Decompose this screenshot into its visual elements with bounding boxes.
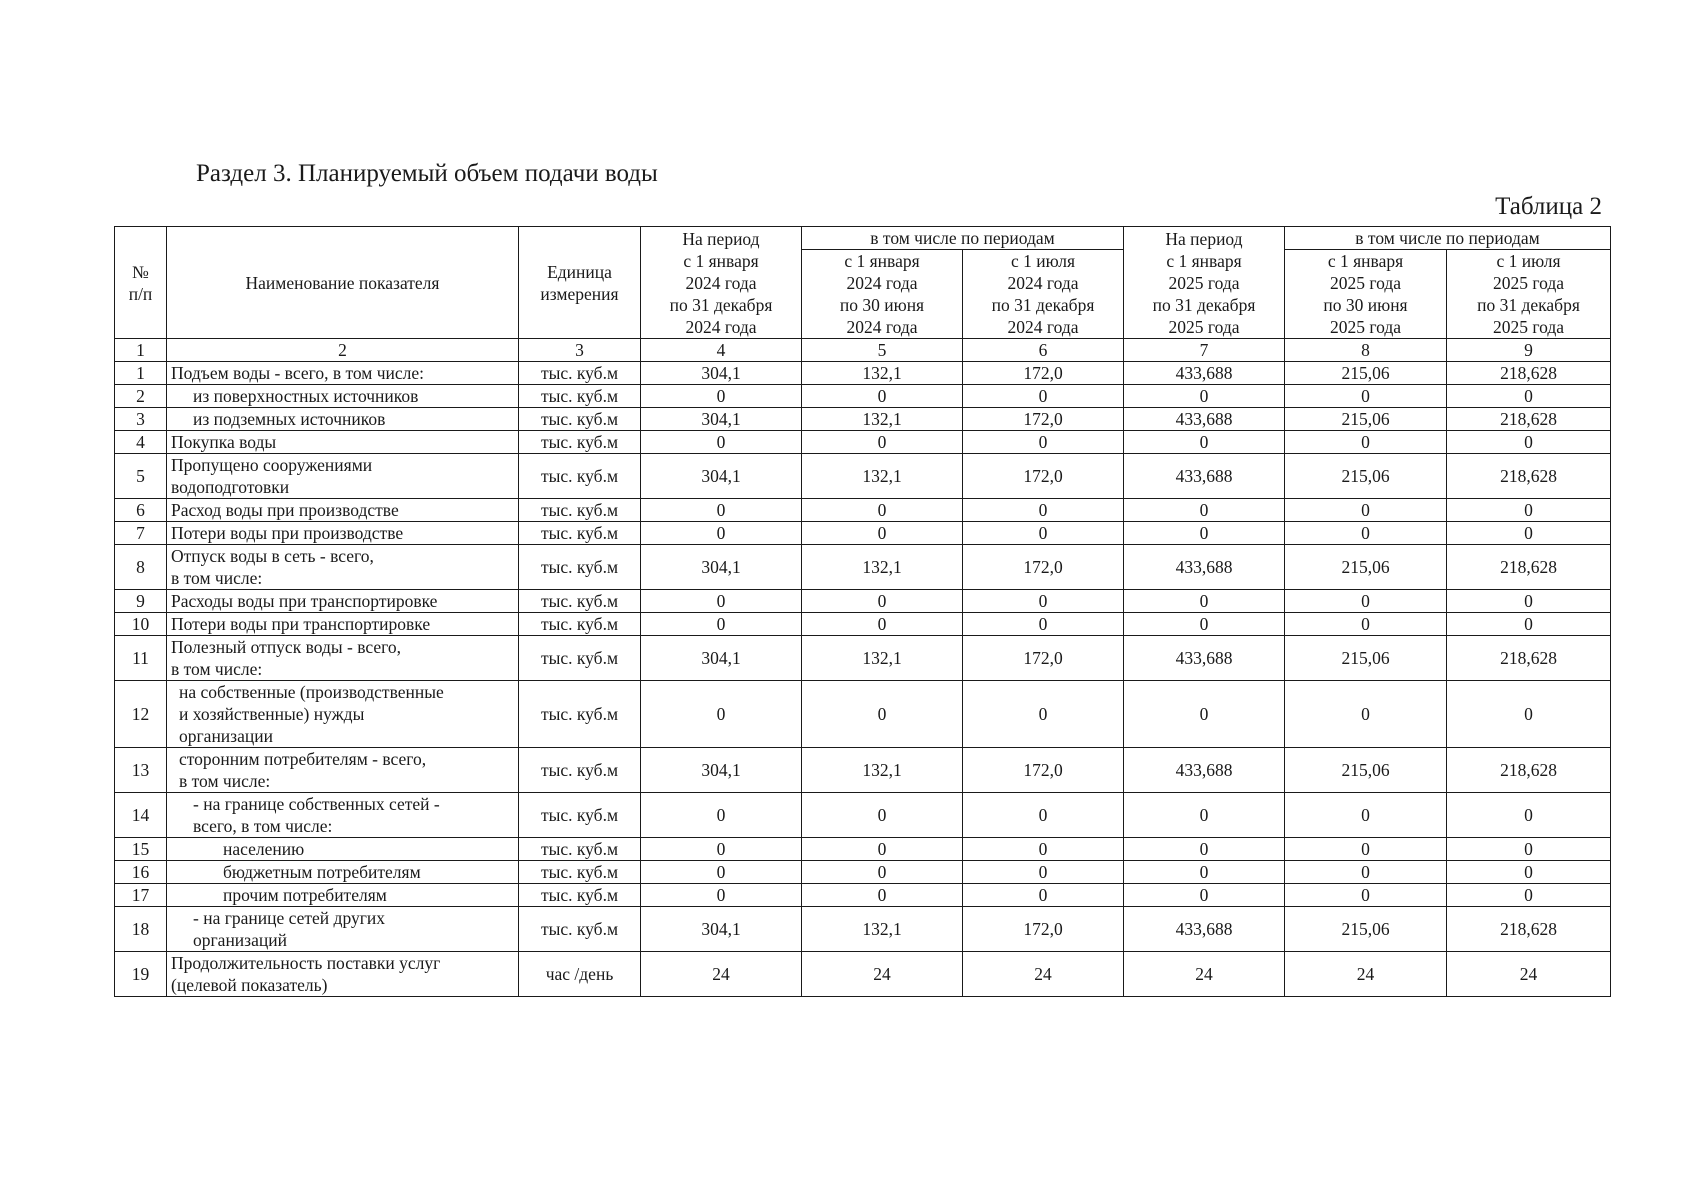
value-cell: 172,0 bbox=[963, 907, 1124, 952]
indicator-name bbox=[167, 748, 519, 793]
unit-cell: тыс. куб.м bbox=[519, 748, 641, 793]
value-cell: 0 bbox=[641, 431, 802, 454]
header-line: 2025 года bbox=[1492, 317, 1565, 337]
value-cell: 433,688 bbox=[1124, 907, 1285, 952]
indicator-name-line: Пропущено сооружениями bbox=[171, 455, 373, 475]
value-cell: 0 bbox=[641, 385, 802, 408]
value-cell: 215,06 bbox=[1285, 907, 1447, 952]
table-row bbox=[115, 793, 1611, 838]
unit-cell: тыс. куб.м bbox=[519, 838, 641, 861]
table-body bbox=[115, 362, 1611, 997]
value-cell: 218,628 bbox=[1447, 362, 1611, 385]
row-number: 15 bbox=[115, 838, 167, 861]
value-cell: 0 bbox=[1124, 613, 1285, 636]
header-line: с 1 января bbox=[844, 251, 920, 271]
unit-cell: тыс. куб.м bbox=[519, 408, 641, 431]
value-cell: 0 bbox=[1285, 522, 1447, 545]
header-h1-2025 bbox=[1285, 250, 1447, 339]
indicator-name-line: - на границе сетей других bbox=[193, 908, 386, 928]
column-number: 8 bbox=[1285, 339, 1447, 362]
header-line: п/п bbox=[128, 283, 153, 304]
row-number: 7 bbox=[115, 522, 167, 545]
value-cell: 0 bbox=[1285, 385, 1447, 408]
row-number: 9 bbox=[115, 590, 167, 613]
value-cell: 218,628 bbox=[1447, 907, 1611, 952]
value-cell: 132,1 bbox=[802, 454, 963, 499]
header-line: с 1 января bbox=[1327, 251, 1404, 271]
indicator-name bbox=[167, 681, 519, 748]
indicator-name bbox=[167, 408, 519, 431]
value-cell: 0 bbox=[802, 499, 963, 522]
indicator-name bbox=[167, 636, 519, 681]
header-name: Наименование показателя bbox=[167, 227, 519, 339]
value-cell: 433,688 bbox=[1124, 636, 1285, 681]
value-cell: 0 bbox=[1285, 613, 1447, 636]
value-cell: 215,06 bbox=[1285, 408, 1447, 431]
column-number: 2 bbox=[167, 339, 519, 362]
column-number: 1 bbox=[115, 339, 167, 362]
value-cell: 0 bbox=[802, 681, 963, 748]
indicator-name-line: в том числе: bbox=[179, 771, 271, 791]
unit-cell: тыс. куб.м bbox=[519, 431, 641, 454]
table-row bbox=[115, 907, 1611, 952]
value-cell: 0 bbox=[1447, 838, 1611, 861]
indicator-name-line: бюджетным потребителям bbox=[223, 862, 421, 882]
indicator-name bbox=[167, 545, 519, 590]
unit-cell: тыс. куб.м bbox=[519, 522, 641, 545]
unit-cell: тыс. куб.м bbox=[519, 861, 641, 884]
value-cell: 0 bbox=[1447, 431, 1611, 454]
header-line: 2025 года bbox=[1329, 317, 1402, 337]
header-line: по 30 июня bbox=[1323, 295, 1408, 315]
indicator-name-line: сторонним потребителям - всего, bbox=[179, 749, 427, 769]
value-cell: 132,1 bbox=[802, 907, 963, 952]
value-cell: 0 bbox=[963, 431, 1124, 454]
value-cell: 172,0 bbox=[963, 545, 1124, 590]
value-cell: 0 bbox=[641, 884, 802, 907]
unit-cell: тыс. куб.м bbox=[519, 636, 641, 681]
indicator-name-line: Расходы воды при транспортировке bbox=[171, 591, 438, 611]
value-cell: 0 bbox=[802, 385, 963, 408]
table-row bbox=[115, 362, 1611, 385]
value-cell: 0 bbox=[1285, 861, 1447, 884]
row-number: 17 bbox=[115, 884, 167, 907]
table-row bbox=[115, 636, 1611, 681]
table-row bbox=[115, 385, 1611, 408]
indicator-name bbox=[167, 385, 519, 408]
unit-cell: тыс. куб.м bbox=[519, 613, 641, 636]
unit-cell: час /день bbox=[519, 952, 641, 997]
value-cell: 0 bbox=[1447, 499, 1611, 522]
value-cell: 0 bbox=[802, 838, 963, 861]
value-cell: 433,688 bbox=[1124, 454, 1285, 499]
value-cell: 0 bbox=[963, 613, 1124, 636]
header-line: с 1 июля bbox=[1496, 251, 1561, 271]
table-row bbox=[115, 748, 1611, 793]
value-cell: 172,0 bbox=[963, 408, 1124, 431]
indicator-name-line: Продолжительность поставки услуг bbox=[171, 953, 441, 973]
column-number: 7 bbox=[1124, 339, 1285, 362]
value-cell: 0 bbox=[1285, 590, 1447, 613]
header-line: 2025 года bbox=[1168, 272, 1240, 293]
value-cell: 0 bbox=[1447, 681, 1611, 748]
header-line: измерения bbox=[540, 283, 619, 304]
row-number: 4 bbox=[115, 431, 167, 454]
table-row bbox=[115, 838, 1611, 861]
water-supply-table bbox=[114, 226, 1611, 997]
row-number: 3 bbox=[115, 408, 167, 431]
header-line: по 31 декабря bbox=[1152, 294, 1256, 315]
header-line: 2024 года bbox=[1007, 317, 1079, 337]
section-title: Раздел 3. Планируемый объем подачи воды bbox=[196, 160, 658, 187]
indicator-name-line: из поверхностных источников bbox=[193, 386, 419, 406]
indicator-name bbox=[167, 499, 519, 522]
value-cell: 132,1 bbox=[802, 636, 963, 681]
value-cell: 215,06 bbox=[1285, 454, 1447, 499]
value-cell: 304,1 bbox=[641, 545, 802, 590]
value-cell: 0 bbox=[802, 884, 963, 907]
value-cell: 433,688 bbox=[1124, 748, 1285, 793]
indicator-name-line: на собственные (производственные bbox=[179, 682, 444, 702]
header-line: по 31 декабря bbox=[991, 295, 1095, 315]
value-cell: 132,1 bbox=[802, 362, 963, 385]
indicator-name-line: Потери воды при производстве bbox=[171, 523, 404, 543]
value-cell: 215,06 bbox=[1285, 545, 1447, 590]
unit-cell: тыс. куб.м bbox=[519, 590, 641, 613]
header-h1-2024 bbox=[802, 250, 963, 339]
unit-cell: тыс. куб.м bbox=[519, 362, 641, 385]
table-row bbox=[115, 590, 1611, 613]
table-row bbox=[115, 681, 1611, 748]
indicator-name bbox=[167, 454, 519, 499]
value-cell: 24 bbox=[963, 952, 1124, 997]
indicator-name-line: - на границе собственных сетей - bbox=[193, 794, 440, 814]
indicator-name bbox=[167, 362, 519, 385]
value-cell: 132,1 bbox=[802, 748, 963, 793]
header-line: 2025 года bbox=[1492, 273, 1565, 293]
value-cell: 433,688 bbox=[1124, 545, 1285, 590]
header-line: 2025 года bbox=[1168, 316, 1240, 337]
value-cell: 0 bbox=[963, 681, 1124, 748]
indicator-name-line: Расход воды при производстве bbox=[171, 500, 399, 520]
value-cell: 172,0 bbox=[963, 454, 1124, 499]
header-period-2025 bbox=[1124, 227, 1285, 339]
value-cell: 0 bbox=[1124, 385, 1285, 408]
table-row bbox=[115, 522, 1611, 545]
unit-cell: тыс. куб.м bbox=[519, 545, 641, 590]
header-including-2025: в том числе по периодам bbox=[1285, 227, 1611, 250]
value-cell: 24 bbox=[641, 952, 802, 997]
indicator-name-line: из подземных источников bbox=[193, 409, 386, 429]
value-cell: 132,1 bbox=[802, 408, 963, 431]
header-line: 2024 года bbox=[685, 316, 757, 337]
value-cell: 0 bbox=[1447, 385, 1611, 408]
value-cell: 0 bbox=[1124, 499, 1285, 522]
indicator-name bbox=[167, 793, 519, 838]
value-cell: 0 bbox=[641, 838, 802, 861]
row-number: 6 bbox=[115, 499, 167, 522]
unit-cell: тыс. куб.м bbox=[519, 907, 641, 952]
header-line: 2024 года bbox=[685, 272, 757, 293]
indicator-name-line: организации bbox=[179, 726, 273, 746]
value-cell: 218,628 bbox=[1447, 408, 1611, 431]
value-cell: 304,1 bbox=[641, 454, 802, 499]
indicator-name-line: в том числе: bbox=[171, 568, 263, 588]
indicator-name-line: всего, в том числе: bbox=[193, 816, 333, 836]
value-cell: 0 bbox=[802, 522, 963, 545]
row-number: 11 bbox=[115, 636, 167, 681]
row-number: 10 bbox=[115, 613, 167, 636]
header-period-2024 bbox=[641, 227, 802, 339]
row-number: 12 bbox=[115, 681, 167, 748]
header-line: с 1 января bbox=[683, 250, 759, 271]
header-unit bbox=[519, 227, 641, 339]
value-cell: 0 bbox=[802, 590, 963, 613]
value-cell: 0 bbox=[641, 681, 802, 748]
table-row bbox=[115, 545, 1611, 590]
indicator-name-line: населению bbox=[223, 839, 305, 859]
indicator-name bbox=[167, 522, 519, 545]
header-line: по 30 июня bbox=[839, 295, 925, 315]
unit-cell: тыс. куб.м bbox=[519, 385, 641, 408]
indicator-name bbox=[167, 907, 519, 952]
indicator-name-line: Покупка воды bbox=[171, 432, 277, 452]
value-cell: 0 bbox=[641, 613, 802, 636]
value-cell: 0 bbox=[963, 590, 1124, 613]
value-cell: 304,1 bbox=[641, 748, 802, 793]
value-cell: 0 bbox=[1447, 884, 1611, 907]
column-numbers-row bbox=[115, 339, 1611, 362]
value-cell: 0 bbox=[1124, 861, 1285, 884]
header-line: На период bbox=[1165, 228, 1243, 249]
table-row bbox=[115, 613, 1611, 636]
row-number: 16 bbox=[115, 861, 167, 884]
value-cell: 0 bbox=[802, 431, 963, 454]
row-number: 14 bbox=[115, 793, 167, 838]
value-cell: 0 bbox=[1124, 590, 1285, 613]
indicator-name-line: Потери воды при транспортировке bbox=[171, 614, 431, 634]
value-cell: 304,1 bbox=[641, 636, 802, 681]
value-cell: 0 bbox=[641, 499, 802, 522]
header-including-2024: в том числе по периодам bbox=[802, 227, 1124, 250]
indicator-name-line: (целевой показатель) bbox=[171, 975, 328, 995]
value-cell: 218,628 bbox=[1447, 545, 1611, 590]
value-cell: 24 bbox=[802, 952, 963, 997]
value-cell: 0 bbox=[1285, 793, 1447, 838]
value-cell: 218,628 bbox=[1447, 454, 1611, 499]
value-cell: 218,628 bbox=[1447, 748, 1611, 793]
header-line: по 31 декабря bbox=[1477, 295, 1580, 315]
column-number: 3 bbox=[519, 339, 641, 362]
value-cell: 0 bbox=[1285, 431, 1447, 454]
value-cell: 0 bbox=[802, 861, 963, 884]
value-cell: 172,0 bbox=[963, 362, 1124, 385]
row-number: 18 bbox=[115, 907, 167, 952]
indicator-name-line: Подъем воды - всего, в том числе: bbox=[171, 363, 425, 383]
row-number: 19 bbox=[115, 952, 167, 997]
value-cell: 0 bbox=[963, 793, 1124, 838]
indicator-name-line: прочим потребителям bbox=[223, 885, 387, 905]
value-cell: 0 bbox=[1285, 884, 1447, 907]
value-cell: 0 bbox=[963, 385, 1124, 408]
value-cell: 24 bbox=[1124, 952, 1285, 997]
value-cell: 0 bbox=[1285, 499, 1447, 522]
indicator-name bbox=[167, 861, 519, 884]
value-cell: 0 bbox=[1124, 793, 1285, 838]
value-cell: 0 bbox=[1447, 590, 1611, 613]
column-number: 5 bbox=[802, 339, 963, 362]
value-cell: 172,0 bbox=[963, 748, 1124, 793]
value-cell: 0 bbox=[1124, 522, 1285, 545]
row-number: 5 bbox=[115, 454, 167, 499]
indicator-name bbox=[167, 838, 519, 861]
value-cell: 172,0 bbox=[963, 636, 1124, 681]
row-number: 1 bbox=[115, 362, 167, 385]
value-cell: 0 bbox=[1124, 884, 1285, 907]
value-cell: 215,06 bbox=[1285, 362, 1447, 385]
value-cell: 0 bbox=[1124, 431, 1285, 454]
unit-cell: тыс. куб.м bbox=[519, 681, 641, 748]
indicator-name-line: организаций bbox=[193, 930, 287, 950]
table-row bbox=[115, 884, 1611, 907]
value-cell: 0 bbox=[641, 590, 802, 613]
value-cell: 433,688 bbox=[1124, 408, 1285, 431]
value-cell: 0 bbox=[963, 838, 1124, 861]
unit-cell: тыс. куб.м bbox=[519, 884, 641, 907]
table-row bbox=[115, 408, 1611, 431]
value-cell: 132,1 bbox=[802, 545, 963, 590]
column-number: 9 bbox=[1447, 339, 1611, 362]
header-line: 2024 года bbox=[846, 273, 918, 293]
header-line: 2025 года bbox=[1329, 273, 1402, 293]
value-cell: 218,628 bbox=[1447, 636, 1611, 681]
value-cell: 0 bbox=[802, 613, 963, 636]
value-cell: 215,06 bbox=[1285, 636, 1447, 681]
value-cell: 304,1 bbox=[641, 907, 802, 952]
column-number: 6 bbox=[963, 339, 1124, 362]
value-cell: 304,1 bbox=[641, 362, 802, 385]
indicator-name-line: в том числе: bbox=[171, 659, 263, 679]
unit-cell: тыс. куб.м bbox=[519, 793, 641, 838]
indicator-name-line: и хозяйственные) нужды bbox=[179, 704, 365, 724]
row-number: 8 bbox=[115, 545, 167, 590]
value-cell: 0 bbox=[641, 522, 802, 545]
indicator-name-line: Полезный отпуск воды - всего, bbox=[171, 637, 401, 657]
unit-cell: тыс. куб.м bbox=[519, 454, 641, 499]
indicator-name-line: Отпуск воды в сеть - всего, bbox=[171, 546, 374, 566]
value-cell: 0 bbox=[1124, 681, 1285, 748]
value-cell: 0 bbox=[963, 861, 1124, 884]
header-line: 2024 года bbox=[1007, 273, 1079, 293]
table-row bbox=[115, 454, 1611, 499]
row-number: 2 bbox=[115, 385, 167, 408]
value-cell: 433,688 bbox=[1124, 362, 1285, 385]
value-cell: 0 bbox=[1285, 681, 1447, 748]
value-cell: 0 bbox=[963, 522, 1124, 545]
indicator-name bbox=[167, 884, 519, 907]
value-cell: 0 bbox=[1447, 613, 1611, 636]
header-h2-2024 bbox=[963, 250, 1124, 339]
table-row bbox=[115, 499, 1611, 522]
table-row bbox=[115, 431, 1611, 454]
header-line: с 1 июля bbox=[1010, 251, 1076, 271]
table-row bbox=[115, 861, 1611, 884]
value-cell: 0 bbox=[963, 499, 1124, 522]
header-line: с 1 января bbox=[1166, 250, 1242, 271]
header-line: На период bbox=[682, 228, 760, 249]
table-label: Таблица 2 bbox=[1495, 193, 1602, 220]
indicator-name bbox=[167, 952, 519, 997]
indicator-name bbox=[167, 613, 519, 636]
table-row bbox=[115, 952, 1611, 997]
header-line: по 31 декабря bbox=[669, 294, 773, 315]
value-cell: 24 bbox=[1447, 952, 1611, 997]
column-number: 4 bbox=[641, 339, 802, 362]
header-line: Единица bbox=[547, 261, 612, 282]
value-cell: 0 bbox=[802, 793, 963, 838]
value-cell: 215,06 bbox=[1285, 748, 1447, 793]
value-cell: 0 bbox=[1447, 793, 1611, 838]
value-cell: 304,1 bbox=[641, 408, 802, 431]
value-cell: 0 bbox=[1124, 838, 1285, 861]
indicator-name-line: водоподготовки bbox=[171, 477, 290, 497]
value-cell: 0 bbox=[641, 793, 802, 838]
unit-cell: тыс. куб.м bbox=[519, 499, 641, 522]
indicator-name bbox=[167, 590, 519, 613]
value-cell: 0 bbox=[1447, 522, 1611, 545]
header-num bbox=[115, 227, 167, 339]
value-cell: 0 bbox=[963, 884, 1124, 907]
value-cell: 0 bbox=[1285, 838, 1447, 861]
row-number: 13 bbox=[115, 748, 167, 793]
header-line: № bbox=[132, 261, 149, 282]
value-cell: 0 bbox=[641, 861, 802, 884]
value-cell: 24 bbox=[1285, 952, 1447, 997]
header-line: 2024 года bbox=[846, 317, 918, 337]
value-cell: 0 bbox=[1447, 861, 1611, 884]
header-h2-2025 bbox=[1447, 250, 1611, 339]
indicator-name bbox=[167, 431, 519, 454]
header-row bbox=[115, 227, 1611, 250]
